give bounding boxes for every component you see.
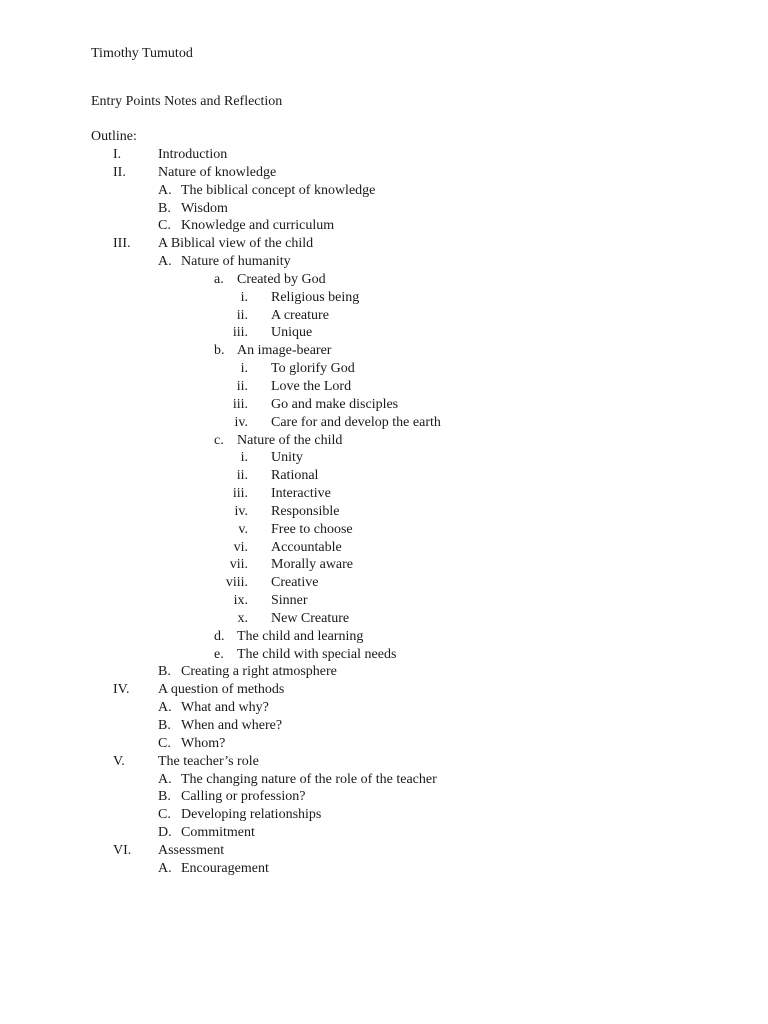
outline-item xyxy=(0,378,768,396)
document-title: Entry Points Notes and Reflection xyxy=(91,94,283,109)
outline-text: The child with special needs xyxy=(237,646,397,662)
outline-text: Go and make disciples xyxy=(271,396,399,412)
outline-text: Free to choose xyxy=(271,521,353,537)
outline-item xyxy=(0,414,768,432)
outline-text: Whom? xyxy=(181,735,226,751)
outline-list xyxy=(0,146,768,878)
outline-text: Sinner xyxy=(271,593,308,609)
outline-item xyxy=(0,449,768,467)
outline-text: Wisdom xyxy=(181,200,228,216)
outline-item xyxy=(0,753,768,771)
outline-marker: iv. xyxy=(234,414,248,430)
outline-item xyxy=(0,646,768,664)
outline-marker: B. xyxy=(158,718,171,733)
outline-item xyxy=(0,842,768,860)
outline-marker: C. xyxy=(158,218,171,234)
outline-marker: II. xyxy=(113,164,126,180)
outline-text: Interactive xyxy=(271,486,331,502)
outline-text: When and where? xyxy=(181,718,283,733)
outline-item xyxy=(0,539,768,557)
outline-marker: C. xyxy=(158,735,171,751)
outline-marker: viii. xyxy=(225,575,248,591)
outline-marker: e. xyxy=(214,646,224,662)
outline-text: An image-bearer xyxy=(237,343,332,359)
outline-marker: B. xyxy=(158,789,171,805)
outline-text: Introduction xyxy=(158,147,228,162)
outline-marker: b. xyxy=(214,343,225,359)
outline-marker: iii. xyxy=(232,486,248,502)
outline-item xyxy=(0,788,768,806)
outline-text: Responsible xyxy=(271,503,340,519)
outline-item xyxy=(0,824,768,842)
outline-item xyxy=(0,146,768,164)
outline-text: Rational xyxy=(271,468,319,484)
outline-marker: ii. xyxy=(236,307,248,323)
outline-text: New Creature xyxy=(271,610,350,626)
outline-item xyxy=(0,699,768,717)
outline-item xyxy=(0,217,768,235)
outline-marker: i. xyxy=(240,450,248,466)
outline-item xyxy=(0,253,768,271)
outline-text: Knowledge and curriculum xyxy=(181,218,335,234)
outline-text: Encouragement xyxy=(181,860,269,876)
outline-text: Nature of the child xyxy=(237,432,343,448)
outline-text: The child and learning xyxy=(237,628,364,644)
outline-text: What and why? xyxy=(181,700,269,716)
outline-item xyxy=(0,360,768,378)
outline-item xyxy=(0,485,768,503)
outline-heading: Outline: xyxy=(91,129,137,144)
outline-text: Calling or profession? xyxy=(181,789,306,805)
outline-text: A Biblical view of the child xyxy=(158,236,314,252)
outline-marker: A. xyxy=(158,860,172,876)
outline-marker: IV. xyxy=(113,682,130,698)
outline-marker: i. xyxy=(240,289,248,305)
outline-text: Love the Lord xyxy=(271,378,352,394)
outline-marker: A. xyxy=(158,182,172,198)
outline-item xyxy=(0,592,768,610)
outline-marker: I. xyxy=(113,147,122,162)
outline-marker: iii. xyxy=(232,325,248,341)
outline-text: Unity xyxy=(271,450,303,466)
outline-text: The teacher’s role xyxy=(158,753,259,769)
outline-text: Created by God xyxy=(237,271,326,287)
outline-marker: C. xyxy=(158,807,171,823)
outline-marker: B. xyxy=(158,200,171,216)
outline-text: The biblical concept of knowledge xyxy=(181,182,376,198)
outline-text: Nature of humanity xyxy=(181,254,291,270)
outline-item xyxy=(0,735,768,753)
outline-item xyxy=(0,324,768,342)
outline-item xyxy=(0,307,768,325)
outline-item xyxy=(0,342,768,360)
outline-text: Developing relationships xyxy=(181,807,322,823)
outline-text: Unique xyxy=(271,325,313,341)
outline-text: The changing nature of the role of the teacher xyxy=(181,771,437,787)
outline-marker: i. xyxy=(240,361,248,377)
outline-item xyxy=(0,182,768,200)
outline-item xyxy=(0,200,768,218)
outline-marker: v. xyxy=(238,521,248,537)
outline-marker: D. xyxy=(158,825,172,841)
outline-item xyxy=(0,432,768,450)
outline-item xyxy=(0,271,768,289)
outline-marker: V. xyxy=(113,753,125,769)
outline-item xyxy=(0,574,768,592)
outline-text: Creating a right atmosphere xyxy=(181,664,337,680)
outline-marker: VI. xyxy=(113,842,132,858)
outline-marker: A. xyxy=(158,254,172,270)
outline-text: Nature of knowledge xyxy=(158,164,277,180)
outline-marker: vi. xyxy=(233,539,248,555)
outline-text: Assessment xyxy=(158,842,225,858)
outline-marker: iv. xyxy=(234,503,248,519)
outline-item xyxy=(0,717,768,735)
outline-marker: III. xyxy=(113,236,131,252)
outline-marker: d. xyxy=(214,628,225,644)
outline-item xyxy=(0,289,768,307)
outline-marker: ii. xyxy=(236,378,248,394)
outline-text: Religious being xyxy=(271,289,360,305)
outline-item xyxy=(0,503,768,521)
outline-text: A question of methods xyxy=(158,682,285,698)
outline-item xyxy=(0,628,768,646)
outline-marker: ix. xyxy=(233,593,248,609)
outline-item xyxy=(0,860,768,878)
outline-text: To glorify God xyxy=(271,361,355,377)
outline-item xyxy=(0,806,768,824)
outline-text: Creative xyxy=(271,575,319,591)
outline-item xyxy=(0,521,768,539)
outline-item xyxy=(0,556,768,574)
outline-text: Morally aware xyxy=(271,557,354,573)
outline-text: Commitment xyxy=(181,825,255,841)
outline-marker: A. xyxy=(158,700,172,716)
outline-marker: B. xyxy=(158,664,171,680)
outline-marker: iii. xyxy=(232,396,248,412)
outline-item xyxy=(0,235,768,253)
outline-marker: A. xyxy=(158,771,172,787)
outline-item xyxy=(0,164,768,182)
outline-item xyxy=(0,663,768,681)
outline-text: Care for and develop the earth xyxy=(271,414,441,430)
outline-item xyxy=(0,610,768,628)
outline-marker: a. xyxy=(214,271,224,287)
outline-text: Accountable xyxy=(271,539,342,555)
outline-text: A creature xyxy=(271,307,329,323)
outline-marker: ii. xyxy=(236,468,248,484)
outline-item xyxy=(0,771,768,789)
outline-marker: x. xyxy=(237,610,248,626)
outline-item xyxy=(0,681,768,699)
outline-item xyxy=(0,396,768,414)
outline-item xyxy=(0,467,768,485)
outline-marker: c. xyxy=(214,432,224,448)
author-name: Timothy Tumutod xyxy=(91,46,193,61)
outline-marker: vii. xyxy=(229,557,248,573)
